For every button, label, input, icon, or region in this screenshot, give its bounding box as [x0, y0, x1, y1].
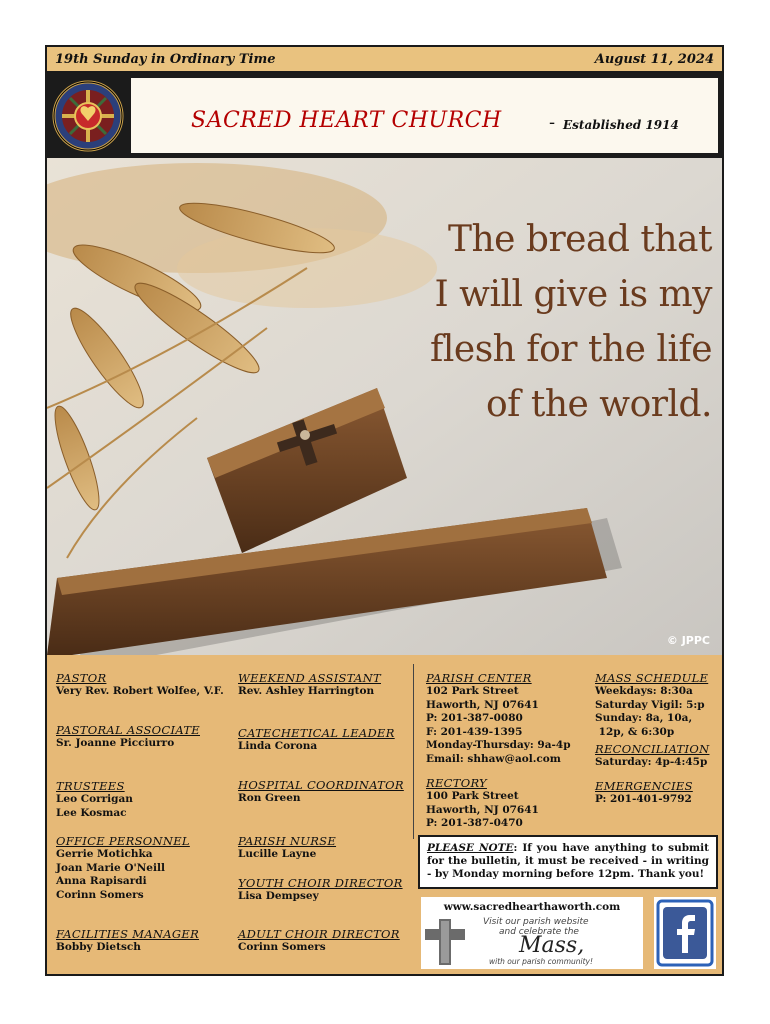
- contact-line: Monday-Thursday: 9a-4p: [426, 739, 571, 751]
- staff-name: Corinn Somers: [56, 888, 144, 901]
- title-separator: -: [549, 112, 556, 133]
- reconciliation-block: [595, 742, 709, 770]
- adult-choir-director-block: [238, 927, 400, 955]
- contact-line: 100 Park Street: [426, 790, 519, 802]
- email-link[interactable]: Email: shhaw@aol.com: [426, 752, 561, 765]
- emergencies-block: [595, 779, 693, 807]
- role-label: CATECHETICAL LEADER: [238, 726, 395, 740]
- role-label: HOSPITAL COORDINATOR: [238, 778, 404, 792]
- rectory-block: [426, 776, 539, 831]
- staff-name: Sr. Joanne Picciurro: [56, 737, 175, 749]
- stained-glass-sacred-heart-logo: [50, 78, 126, 153]
- role-label: PASTORAL ASSOCIATE: [56, 723, 200, 737]
- contact-line: Haworth, NJ 07641: [426, 698, 539, 711]
- role-label: RECTORY: [426, 776, 487, 790]
- contact-line: P: 201-401-9792: [595, 793, 692, 805]
- staff-name: Bobby Dietsch: [56, 941, 141, 953]
- hospital-coordinator-block: [238, 778, 404, 806]
- staff-name: Rev. Ashley Harrington: [238, 685, 375, 697]
- role-label: RECONCILIATION: [595, 742, 710, 756]
- website-promo[interactable]: [421, 897, 643, 969]
- catechetical-leader-block: [238, 726, 395, 754]
- top-bar: [45, 45, 724, 73]
- youth-choir-director-block: [238, 876, 403, 904]
- role-label: PARISH NURSE: [238, 834, 337, 848]
- schedule-line: Weekdays: 8:30a: [595, 685, 693, 697]
- staff-name: Ron Green: [238, 792, 301, 804]
- mass-schedule-block: [595, 671, 708, 739]
- schedule-line: Sunday: 8a, 10a,: [595, 712, 693, 724]
- staff-name: Lucille Layne: [238, 848, 317, 860]
- church-header: [45, 73, 724, 158]
- established-year: Established 1914: [563, 118, 679, 132]
- schedule-line: 12p, & 6:30p: [595, 725, 675, 738]
- quote-line: The bread that: [447, 219, 712, 260]
- hero-image: [47, 158, 722, 655]
- role-label: WEEKEND ASSISTANT: [238, 671, 381, 685]
- staff-name: Gerrie Motichka: [56, 848, 153, 860]
- role-label: EMERGENCIES: [595, 779, 693, 793]
- schedule-line: Saturday Vigil: 5:p: [595, 698, 705, 711]
- role-label: YOUTH CHOIR DIRECTOR: [238, 876, 403, 890]
- staff-name: Very Rev. Robert Wolfee, V.F.: [56, 685, 224, 697]
- staff-name: Joan Marie O'Neill: [56, 861, 165, 874]
- banner-line: with our parish community!: [489, 957, 593, 966]
- contact-line: F: 201-439-1395: [426, 725, 523, 738]
- staff-name: Corinn Somers: [238, 941, 326, 953]
- office-personnel-block: [56, 834, 190, 902]
- role-label: MASS SCHEDULE: [595, 671, 709, 685]
- note-label: PLEASE NOTE: [427, 842, 514, 854]
- staff-name: Lee Kosmac: [56, 806, 127, 819]
- quote-line: I will give is my: [434, 274, 712, 315]
- image-credit: © JPPC: [666, 634, 710, 647]
- contact-line: P: 201-387-0080: [426, 712, 523, 724]
- role-label: FACILITIES MANAGER: [56, 927, 200, 941]
- quote-line: of the world.: [485, 384, 712, 425]
- column-divider: [413, 664, 414, 839]
- church-title: SACRED HEART CHURCH: [191, 108, 502, 133]
- pastoral-associate-block: [56, 723, 200, 751]
- bulletin-date: August 11, 2024: [594, 52, 714, 67]
- scripture-quote: [417, 212, 712, 432]
- liturgical-day: 19th Sunday in Ordinary Time: [55, 52, 276, 67]
- banner-line: Visit our parish website: [483, 917, 589, 927]
- schedule-line: Saturday: 4p-4:45p: [595, 756, 708, 768]
- role-label: TRUSTEES: [56, 779, 125, 793]
- staff-name: Linda Corona: [238, 740, 318, 752]
- website-link[interactable]: www.sacredhearthaworth.com: [443, 901, 621, 913]
- facebook-icon[interactable]: [654, 897, 716, 969]
- role-label: OFFICE PERSONNEL: [56, 834, 190, 848]
- trustees-block: [56, 779, 133, 820]
- role-label: ADULT CHOIR DIRECTOR: [238, 927, 400, 941]
- contact-line: P: 201-387-0470: [426, 817, 523, 829]
- role-label: PARISH CENTER: [426, 671, 532, 685]
- title-panel: [131, 78, 718, 153]
- parish-center-block: [426, 671, 571, 766]
- banner-line: and celebrate the: [499, 927, 579, 937]
- staff-name: Lisa Dempsey: [238, 890, 319, 902]
- parish-nurse-block: [238, 834, 336, 862]
- quote-line: flesh for the life: [430, 329, 712, 370]
- role-label: PASTOR: [56, 671, 107, 685]
- contact-line: Haworth, NJ 07641: [426, 803, 539, 816]
- banner-mass-word: Mass,: [519, 933, 585, 958]
- pastor-block: [56, 671, 224, 699]
- note-text: : If you have anything to submit for the bulletin, it must be received - in writing - by Monday morning before 12pm. Thank you!: [427, 842, 710, 880]
- staff-name: Anna Rapisardi: [56, 875, 147, 887]
- staff-name: Leo Corrigan: [56, 793, 133, 805]
- contact-line: 102 Park Street: [426, 685, 519, 697]
- weekend-assistant-block: [238, 671, 381, 699]
- facilities-manager-block: [56, 927, 199, 955]
- please-note-box: [418, 835, 718, 889]
